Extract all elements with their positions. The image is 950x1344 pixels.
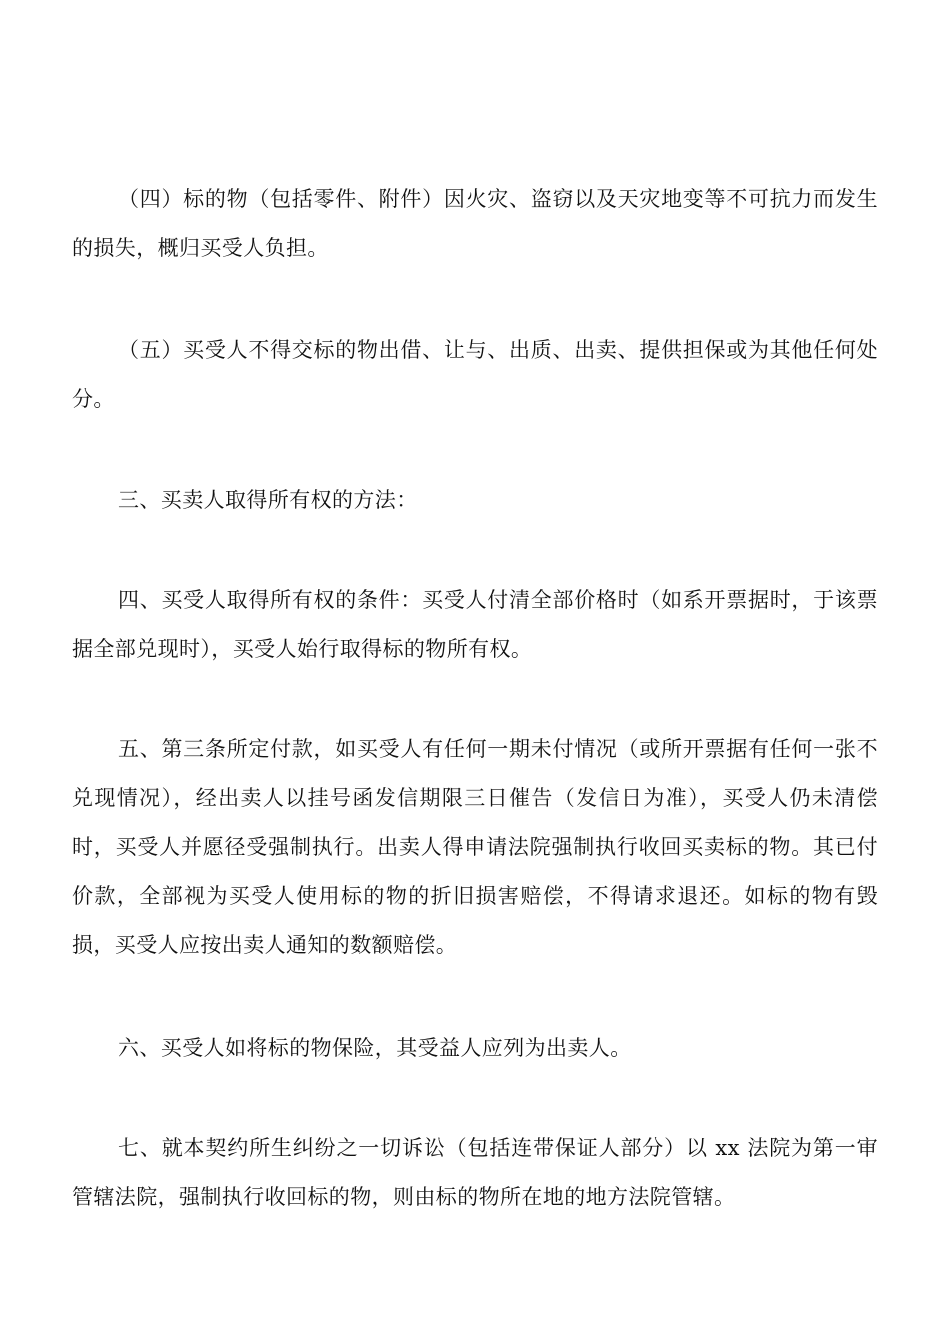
paragraph-liability-clause-4: （四）标的物（包括零件、附件）因火灾、盗窃以及天灾地变等不可抗力而发生的损失，概归买受人负担。	[72, 187, 878, 260]
paragraph-section-3: 三、买卖人取得所有权的方法：	[118, 488, 418, 512]
paragraph-section-7: 七、就本契约所生纠纷之一切诉讼（包括连带保证人部分）以 xx 法院为第一审管辖法院，强制执行收回标的物，则由标的物所在地的地方法院管辖。	[72, 1136, 878, 1209]
paragraph-section-4: 四、买受人取得所有权的条件：买受人付清全部价格时（如系开票据时，于该票据全部兑现时），买受人始行取得标的物所有权。	[72, 588, 878, 661]
paragraph-liability-clause-5: （五）买受人不得交标的物出借、让与、出质、出卖、提供担保或为其他任何处分。	[72, 338, 878, 411]
paragraph-section-5: 五、第三条所定付款，如买受人有任何一期未付情况（或所开票据有任何一张不兑现情况），经出卖人以挂号函发信期限三日催告（发信日为准），买受人仍未清偿时，买受人并愿径受强制执行。出卖人得申请法院强制执行收回买卖标的物。其已付价款，全部视为买受人使用标的物的折旧损害赔偿，不得请求退还。如标的物有毁损，买受人应按出卖人通知的数额赔偿。	[72, 737, 878, 957]
paragraph-section-6: 六、买受人如将标的物保险，其受益人应列为出卖人。	[118, 1036, 632, 1060]
